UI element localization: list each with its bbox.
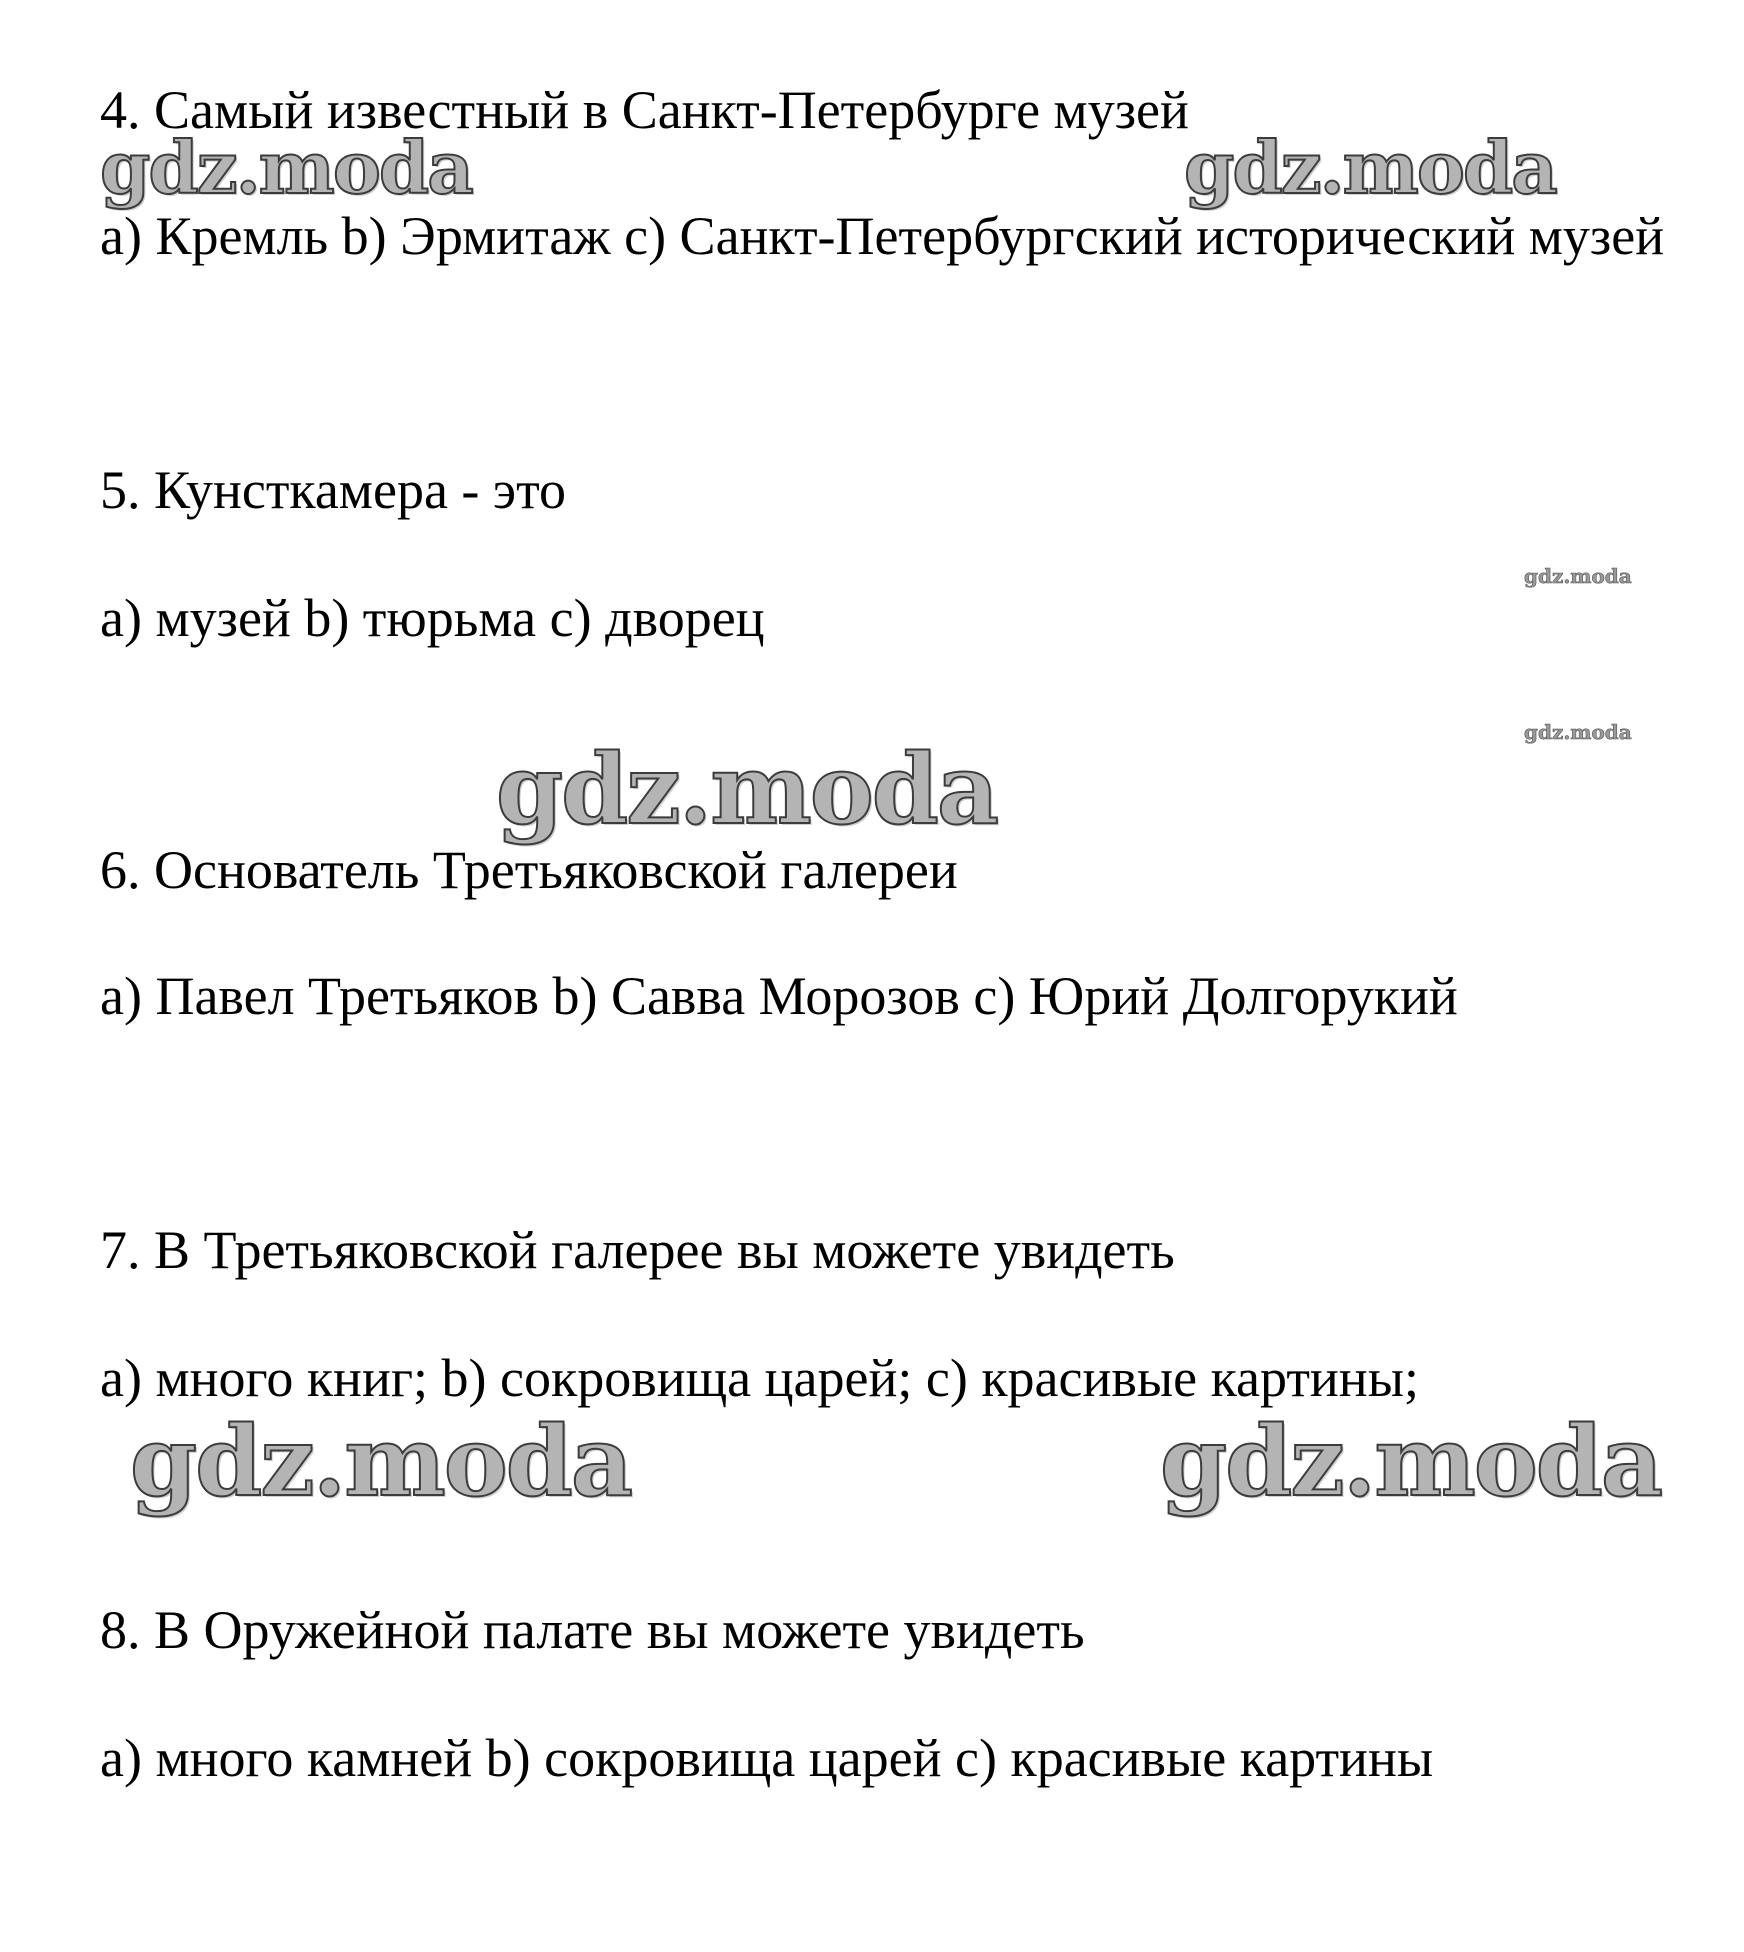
watermark: gdz.moda <box>130 1405 632 1518</box>
answers-7: a) много книг; b) сокровища царей; c) красивые картины; <box>100 1348 1419 1408</box>
question-7: 7. В Третьяковской галерее вы можете увидеть <box>100 1220 1175 1280</box>
watermark: gdz.moda <box>1524 720 1632 744</box>
answers-6: a) Павел Третьяков b) Савва Морозов c) Юрий Долгорукий <box>100 966 1458 1026</box>
question-8: 8. В Оружейной палате вы можете увидеть <box>100 1600 1085 1660</box>
question-5: 5. Кунсткамера - это <box>100 460 566 520</box>
watermark: gdz.moda <box>1160 1405 1662 1518</box>
question-6: 6. Основатель Третьяковской галереи <box>100 840 958 900</box>
watermark: gdz.moda <box>100 125 472 210</box>
answers-5: a) музей b) тюрьма c) дворец <box>100 588 765 648</box>
watermark: gdz.moda <box>496 733 998 846</box>
answers-8: a) много камней b) сокровища царей c) красивые картины <box>100 1728 1434 1788</box>
answers-4: a) Кремль b) Эрмитаж c) Санкт-Петербургский исторический музей <box>100 206 1665 266</box>
watermark: gdz.moda <box>1184 125 1556 210</box>
watermark: gdz.moda <box>1524 564 1632 588</box>
question-4: 4. Самый известный в Санкт-Петербурге музей <box>100 80 1189 140</box>
